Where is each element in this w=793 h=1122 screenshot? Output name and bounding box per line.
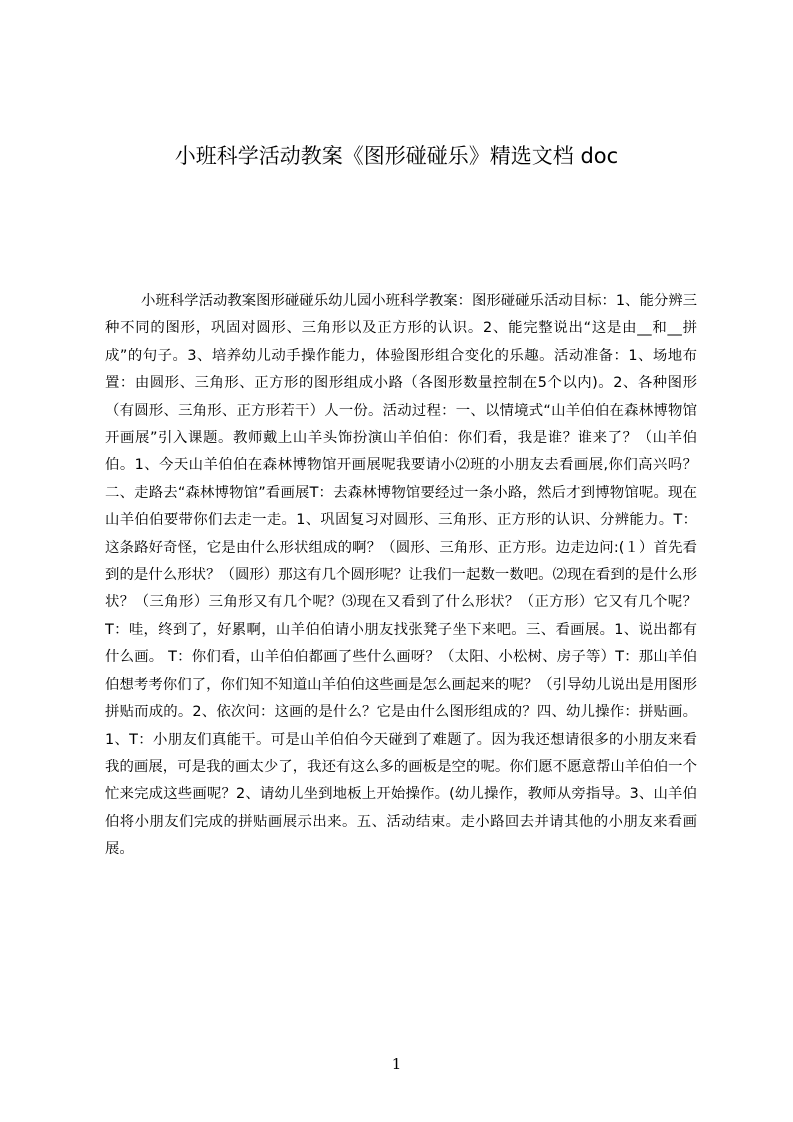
document-title: 小班科学活动教案《图形碰碰乐》精选文档 doc [174, 144, 619, 168]
page-number: 1 [391, 1055, 402, 1073]
document-body: 小班科学活动教案图形碰碰乐幼儿园小班科学教案：图形碰碰乐活动目标：1、能分辨三种不同的图形，巩固对圆形、三角形以及正方形的认识。2、能完整说出“这是由__和__拼成”的句子。3、培养幼儿动手操作能力，体验图形组合变化的乐趣。活动准备：1、场地布置：由圆形、三角形、正方形的图形组成小路（各图形数量控制在5个以内)。2、各种图形（有圆形、三角形、正方形若干）人一份。活动过程：一、以情境式“山羊伯伯在森林博物馆开画展”引入课题。教师戴上山羊头饰扮演山羊伯伯：你们看，我是谁？谁来了？（山羊伯伯。1、今天山羊伯伯在森林博物馆开画展呢我要请小⑵班的小朋友去看画展,你们高兴吗？ 二、走路去“森林博物馆”看画展T：去森林博物馆要经过一条小路，然后才到博物馆呢。现在山羊伯伯要带你们去走一走。1、巩固复习对圆形、三角形、正方形的认识、分辨能力。T：这条路好奇怪，它是由什么形状组成的啊？（圆形、三角形、正方形。边走边问:(１）首先看到的是什么形状？（圆形）那这有几个圆形呢？让我们一起数一数吧。⑵现在看到的是什么形状？（三角形）三角形又有几个呢？⑶现在又看到了什么形状？（正方形）它又有几个呢？T：哇，终到了，好累啊，山羊伯伯请小朋友找张凳子坐下来吧。三、看画展。1、说出都有什么画。 T：你们看，山羊伯伯都画了些什么画呀？（太阳、小松树、房子等）T：那山羊伯伯想考考你们了，你们知不知道山羊伯伯这些画是怎么画起来的呢？（引导幼儿说出是用图形拼贴而成的。2、依次问：这画的是什么？它是由什么图形组成的？四、幼儿操作：拼贴画。1、T：小朋友们真能干。可是山羊伯伯今天碰到了难题了。因为我还想请很多的小朋友来看我的画展，可是我的画太少了，我还有这么多的画板是空的呢。你们愿不愿意帮山羊伯伯一个忙来完成这些画呢？2、请幼儿坐到地板上开始操作。(幼儿操作，教师从旁指导。3、山羊伯伯将小朋友们完成的拼贴画展示出来。五、活动结束。走小路回去并请其他的小朋友来看画展。 [105, 293, 697, 858]
